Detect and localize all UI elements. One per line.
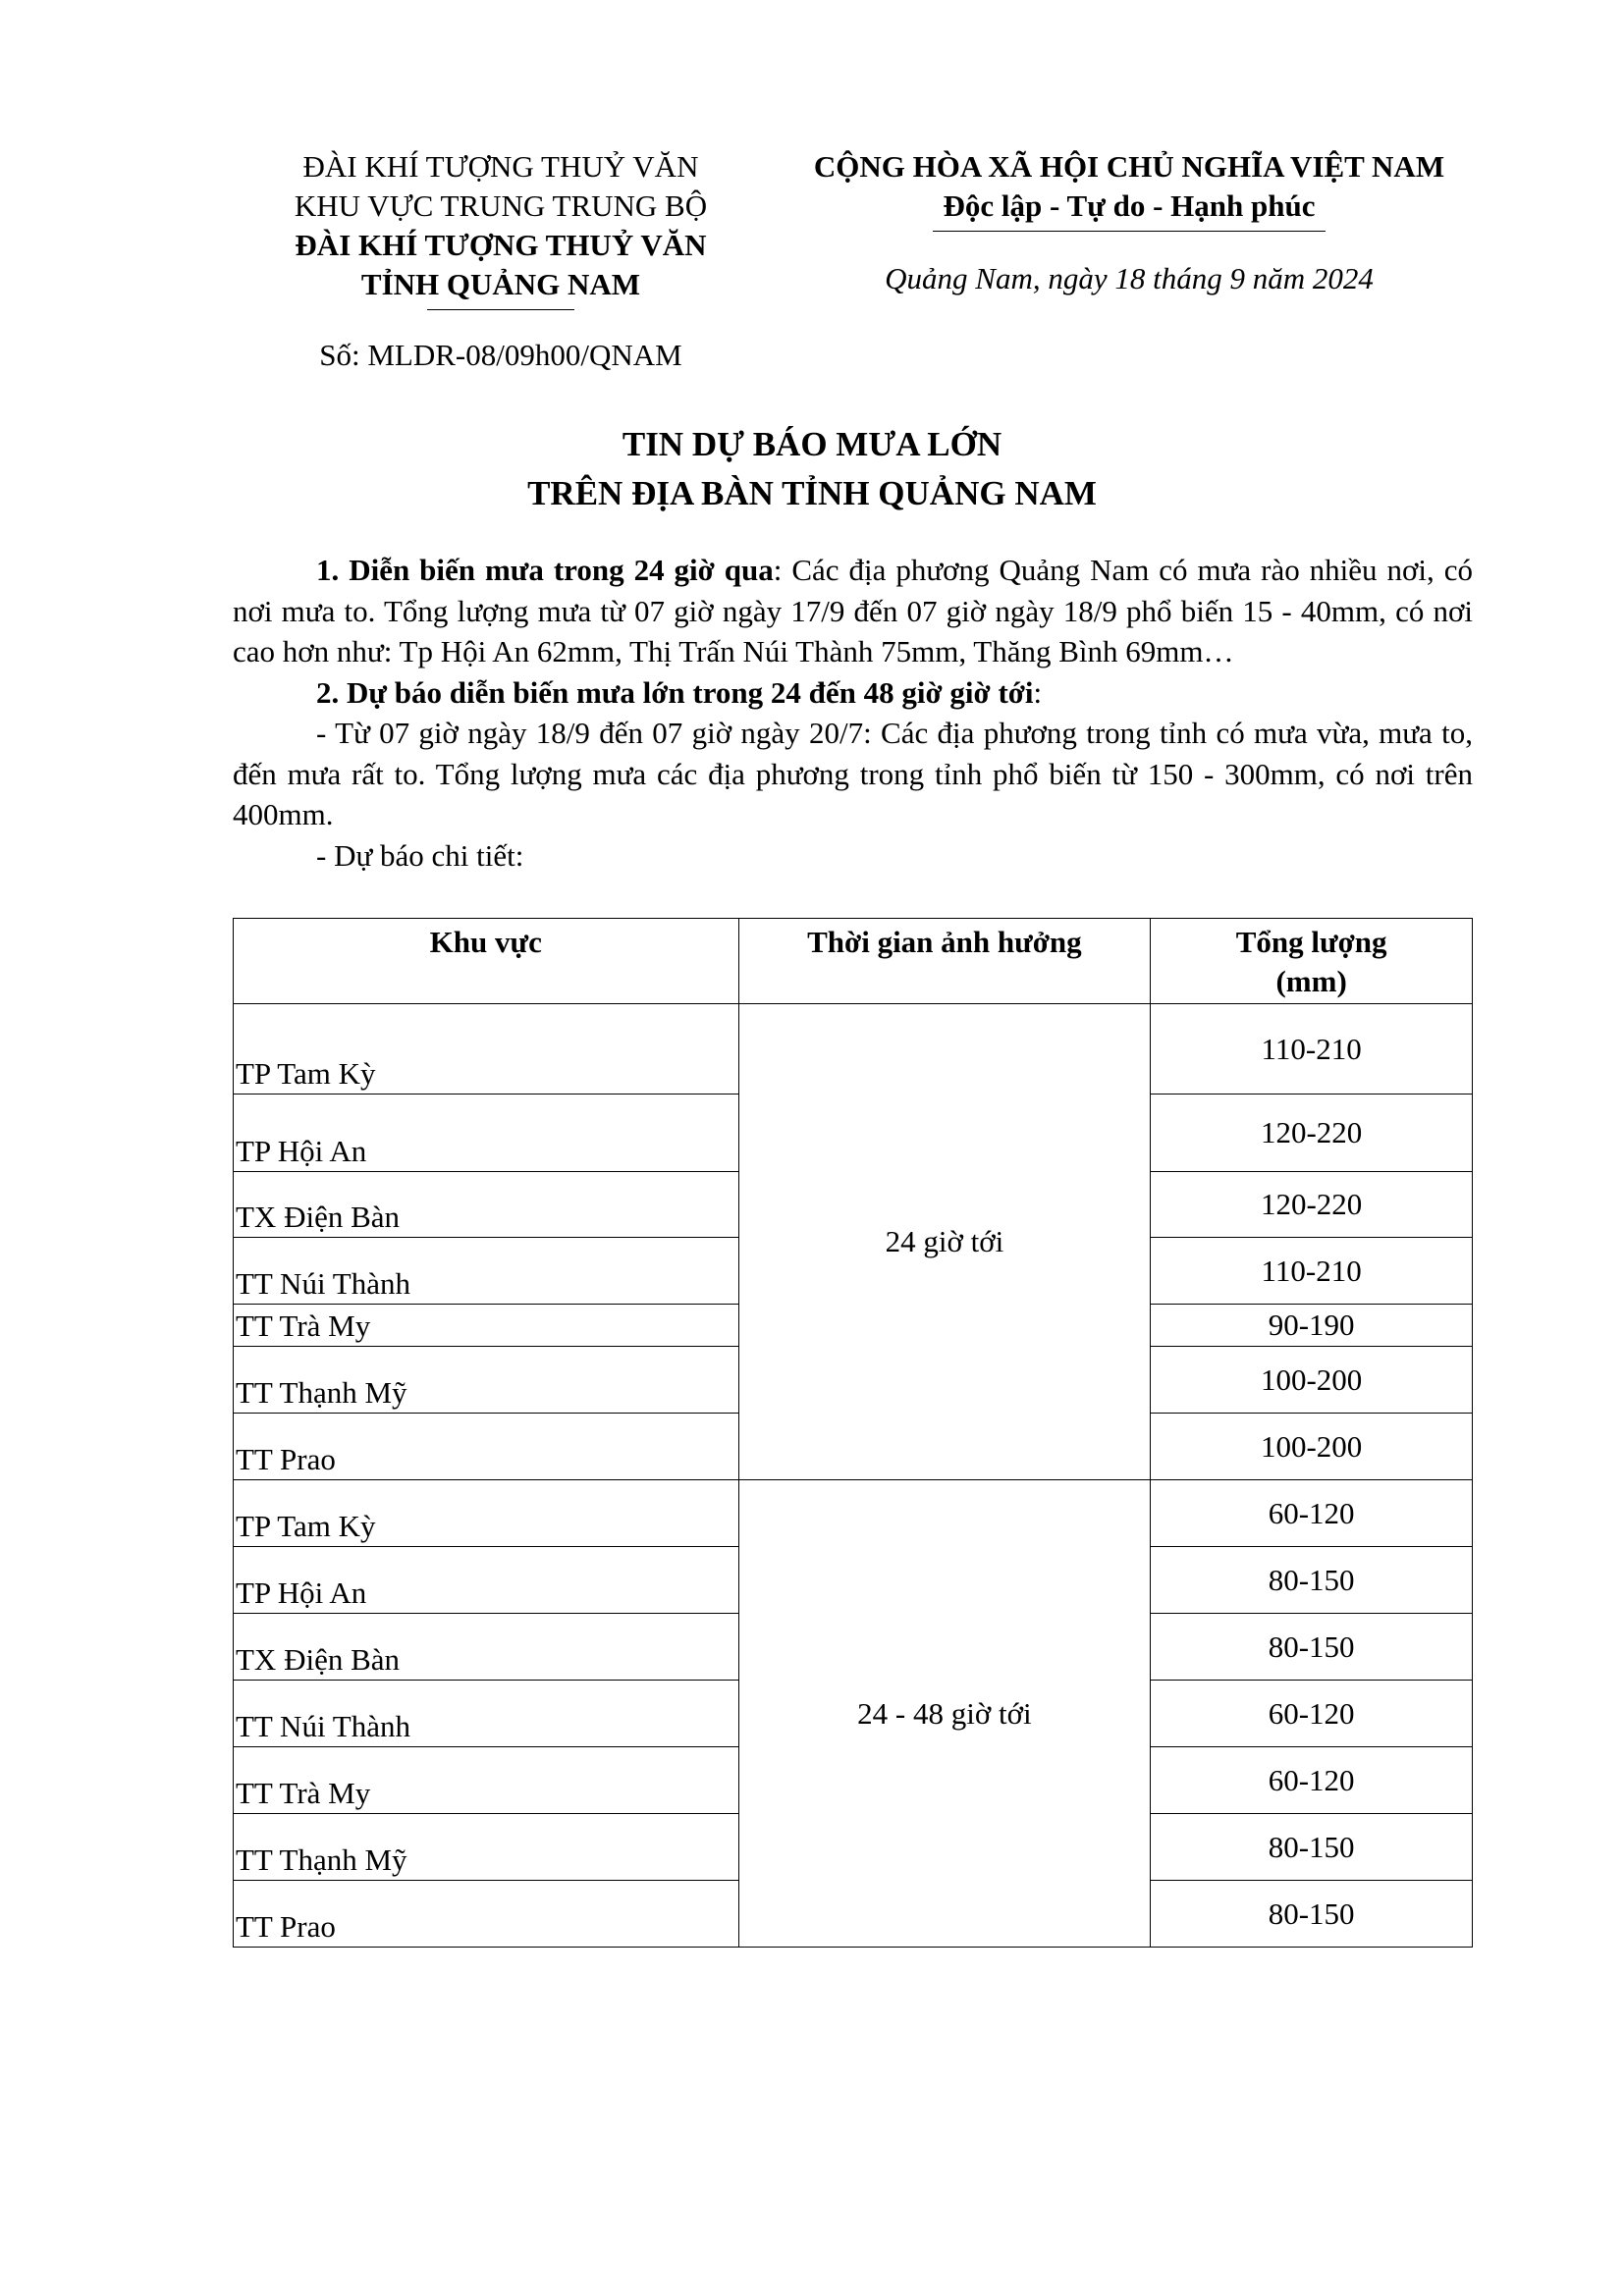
section2-heading: 2. Dự báo diễn biến mưa lớn trong 24 đến 48 giờ giờ tới bbox=[316, 674, 1034, 710]
area-cell: TT Thạnh Mỹ bbox=[234, 1814, 739, 1881]
area-cell: TP Hội An bbox=[234, 1095, 739, 1172]
header-period: Thời gian ảnh hưởng bbox=[738, 919, 1151, 1004]
area-cell: TT Thạnh Mỹ bbox=[234, 1347, 739, 1414]
total-cell: 90-190 bbox=[1151, 1305, 1473, 1347]
agency-underline bbox=[427, 309, 574, 310]
section1-heading: 1. Diễn biến mưa trong 24 giờ qua bbox=[316, 553, 774, 587]
total-cell: 110-210 bbox=[1151, 1238, 1473, 1305]
agency-name-line1: ĐÀI KHÍ TƯỢNG THUỶ VĂN bbox=[295, 228, 707, 262]
section1-paragraph bbox=[233, 550, 1473, 672]
total-cell: 100-200 bbox=[1151, 1347, 1473, 1414]
total-cell: 60-120 bbox=[1151, 1480, 1473, 1547]
agency-parent-line1: ĐÀI KHÍ TƯỢNG THUỶ VĂN bbox=[302, 149, 699, 184]
total-cell: 80-150 bbox=[1151, 1614, 1473, 1681]
section2-heading-paragraph bbox=[233, 672, 1473, 714]
header-total-line2: (mm) bbox=[1275, 964, 1347, 998]
table-row bbox=[234, 1480, 1473, 1547]
document-body bbox=[233, 550, 1473, 876]
table-header-row bbox=[234, 919, 1473, 1004]
area-cell: TP Tam Kỳ bbox=[234, 1480, 739, 1547]
total-cell: 120-220 bbox=[1151, 1172, 1473, 1238]
motto-underline bbox=[933, 231, 1326, 232]
total-cell: 80-150 bbox=[1151, 1814, 1473, 1881]
area-cell: TP Hội An bbox=[234, 1547, 739, 1614]
area-cell: TT Prao bbox=[234, 1414, 739, 1480]
section1-text: : Các địa phương Quảng Nam có mưa rào nhiều nơi, có nơi mưa to. Tổng lượng mưa từ 07 giờ ngày 17/9 đến 07 giờ ngày 18/9 phổ biến 15 - 40mm, có nơi cao hơn như: Tp Hội An 62mm, Thị Trấn Núi Thành 75mm, Thăng Bình 69mm… bbox=[233, 553, 1473, 668]
header-area: Khu vực bbox=[234, 919, 739, 1004]
area-cell: TT Núi Thành bbox=[234, 1238, 739, 1305]
document-number: Số: MLDR-08/09h00/QNAM bbox=[319, 338, 682, 372]
document-title bbox=[0, 420, 1624, 518]
forecast-table bbox=[233, 918, 1473, 1948]
section2-colon: : bbox=[1033, 674, 1043, 710]
total-cell: 120-220 bbox=[1151, 1095, 1473, 1172]
table-row bbox=[234, 1004, 1473, 1095]
section2-paragraph1: - Từ 07 giờ ngày 18/9 đến 07 giờ ngày 20/7: Các địa phương trong tỉnh có mưa vừa, mưa to, đến mưa rất to. Tổng lượng mưa các địa phương trong tỉnh phổ biến từ 150 - 300mm, có nơi trên 400mm. bbox=[233, 716, 1473, 831]
national-motto: Độc lập - Tự do - Hạnh phúc bbox=[943, 188, 1316, 223]
total-cell: 80-150 bbox=[1151, 1881, 1473, 1948]
issue-date: Quảng Nam, ngày 18 tháng 9 năm 2024 bbox=[885, 261, 1374, 295]
area-cell: TT Núi Thành bbox=[234, 1681, 739, 1747]
area-cell: TT Trà My bbox=[234, 1747, 739, 1814]
period-cell: 24 - 48 giờ tới bbox=[738, 1480, 1151, 1948]
total-cell: 60-120 bbox=[1151, 1747, 1473, 1814]
agency-parent-line2: KHU VỰC TRUNG TRUNG BỘ bbox=[294, 188, 708, 223]
title-line1: TIN DỰ BÁO MƯA LỚN bbox=[622, 425, 1002, 463]
header-total bbox=[1151, 919, 1473, 1004]
agency-header bbox=[226, 147, 776, 375]
period-cell: 24 giờ tới bbox=[738, 1004, 1151, 1480]
total-cell: 110-210 bbox=[1151, 1004, 1473, 1095]
area-cell: TP Tam Kỳ bbox=[234, 1004, 739, 1095]
total-cell: 60-120 bbox=[1151, 1681, 1473, 1747]
national-header bbox=[805, 147, 1453, 298]
area-cell: TX Điện Bàn bbox=[234, 1172, 739, 1238]
agency-name-line2: TỈNH QUẢNG NAM bbox=[360, 267, 641, 301]
title-line2: TRÊN ĐỊA BÀN TỈNH QUẢNG NAM bbox=[527, 474, 1097, 512]
total-cell: 80-150 bbox=[1151, 1547, 1473, 1614]
header-total-line1: Tổng lượng bbox=[1235, 925, 1387, 959]
area-cell: TT Trà My bbox=[234, 1305, 739, 1347]
area-cell: TX Điện Bàn bbox=[234, 1614, 739, 1681]
total-cell: 100-200 bbox=[1151, 1414, 1473, 1480]
area-cell: TT Prao bbox=[234, 1881, 739, 1948]
country-name: CỘNG HÒA XÃ HỘI CHỦ NGHĨA VIỆT NAM bbox=[813, 149, 1445, 184]
section2-paragraph2: - Dự báo chi tiết: bbox=[316, 837, 524, 873]
